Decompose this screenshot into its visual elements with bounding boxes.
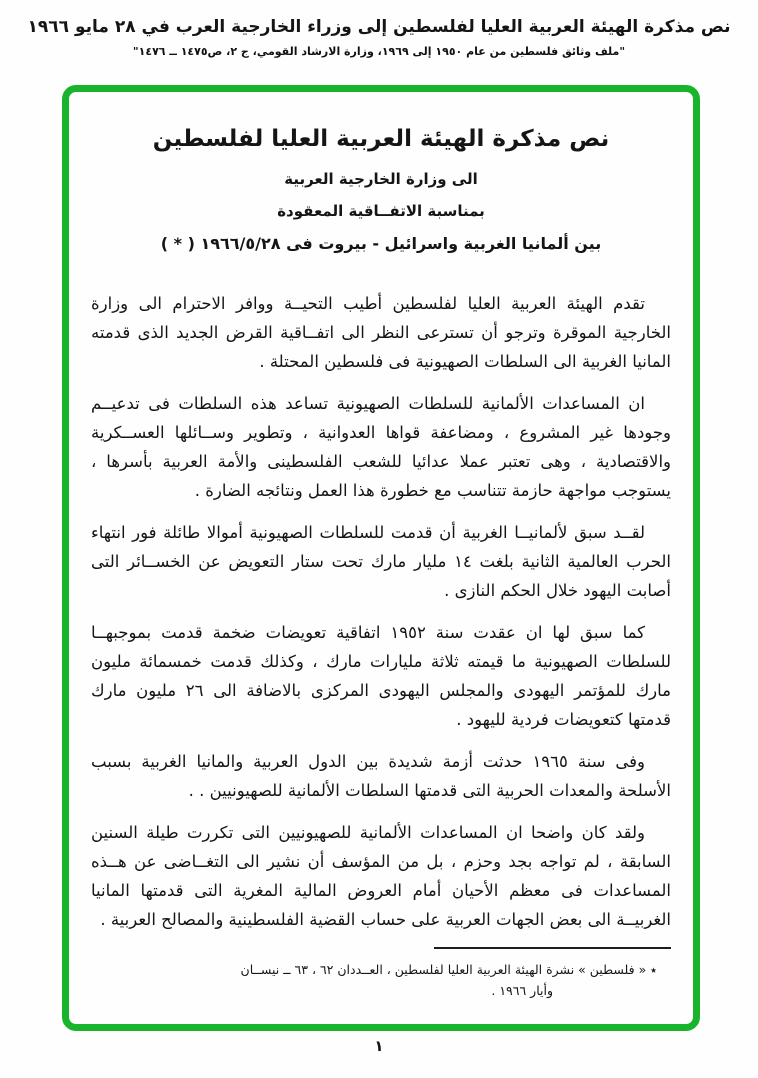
- footnote-divider: [434, 947, 671, 949]
- paragraph: تقدم الهيئة العربية العليا لفلسطين أطيب التحيــة ووافر الاحترام الى وزارة الخارجية الموقرة وترجو أن تسترعى النظر الى اتفــاقية القرض الجديد الذى قدمته المانيا الغربية الى السلطات الصهيونية فى فلسطين المحتلة .: [91, 294, 671, 371]
- document-subtitle-addressee: الى وزارة الخارجية العربية: [284, 170, 478, 188]
- page-number: ١: [374, 1037, 384, 1055]
- paragraph: لقــد سبق لألمانيــا الغربية أن قدمت للسلطات الصهيونية أموالا طائلة فور انتهاء الحرب العالمية الثانية بلغت ١٤ مليار مارك تحت ستار التعويض عن الخســائر التى أصابت اليهود خلال الحكم النازى .: [91, 523, 671, 600]
- paragraph: ولقد كان واضحا ان المساعدات الألمانية للصهيونيين التى تكررت طيلة السنين السابقة ، لم تواجه بجد وحزم ، بل من المؤسف أن نشير الى التغــاضى عن هــذه المساعدات فى معظم الأحيان أمام العروض المالية المغرية التى قدمتها المانيا الغربيــة الى بعض الجهات العربية على حساب القضية الفلسطينية والمصالح العربية .: [91, 823, 671, 929]
- document-subtitle-parties-date: بين ألمانيا الغربية واسرائيل - بيروت فى ١٩٦٦/٥/٢٨ ( * ): [160, 234, 602, 253]
- page-header: [0, 14, 758, 60]
- footnote: [91, 947, 671, 1001]
- document-frame: [62, 85, 700, 1031]
- footnote-text-line1: ٭ « فلسطين » نشرة الهيئة العربية العليا لفلسطين ، العــددان ٦٢ ، ٦٣ ــ نيســان: [240, 962, 657, 977]
- paragraph: ان المساعدات الألمانية للسلطات الصهيونية تساعد هذه السلطات فى تدعيــم وجودها غير المشروع ، ومضاعفة قواها العدوانية ، وتطوير وســائلها العســكرية والاقتصادية ، وهى تعتبر عملا عدائيا للشعب الفلسطينى والأمة العربية بأسرها ، يستوجب مواجهة حازمة تتناسب مع خطورة هذا العمل ونتائجه الضارة .: [91, 394, 671, 500]
- document-body: [91, 289, 671, 934]
- document-subtitle-occasion: بمناسبة الاتفــاقية المعقودة: [277, 202, 485, 220]
- paragraph: وفى سنة ١٩٦٥ حدثت أزمة شديدة بين الدول العربية والمانيا الغربية بسبب الأسلحة والمعدات الحربية التى قدمتها السلطات الألمانية للصهيونيين . .: [91, 752, 671, 800]
- header-source-citation: "ملف وثائق فلسطين من عام ١٩٥٠ إلى ١٩٦٩، وزارة الارشاد القومي، ج ٢، ص١٤٧٥ ــ ١٤٧٦": [132, 45, 626, 58]
- footnote-text-line2: وأيار ١٩٦٦ .: [491, 983, 553, 998]
- paragraph: كما سبق لها ان عقدت سنة ١٩٥٢ اتفاقية تعويضات ضخمة قدمت بموجبهــا للسلطات الصهيونية ما قيمته ثلاثة مليارات مارك ، وكذلك قدمت خمسمائة مليون مارك للمؤتمر اليهودى والمجلس اليهودى المركزى بالاضافة الى ٢٦ مليون مارك قدمتها كتعويضات فردية لليهود .: [91, 623, 672, 729]
- document-title: نص مذكرة الهيئة العربية العليا لفلسطين: [152, 126, 610, 152]
- header-title: نص مذكرة الهيئة العربية العليا لفلسطين إلى وزراء الخارجية العرب في ٢٨ مايو ١٩٦٦: [27, 17, 731, 37]
